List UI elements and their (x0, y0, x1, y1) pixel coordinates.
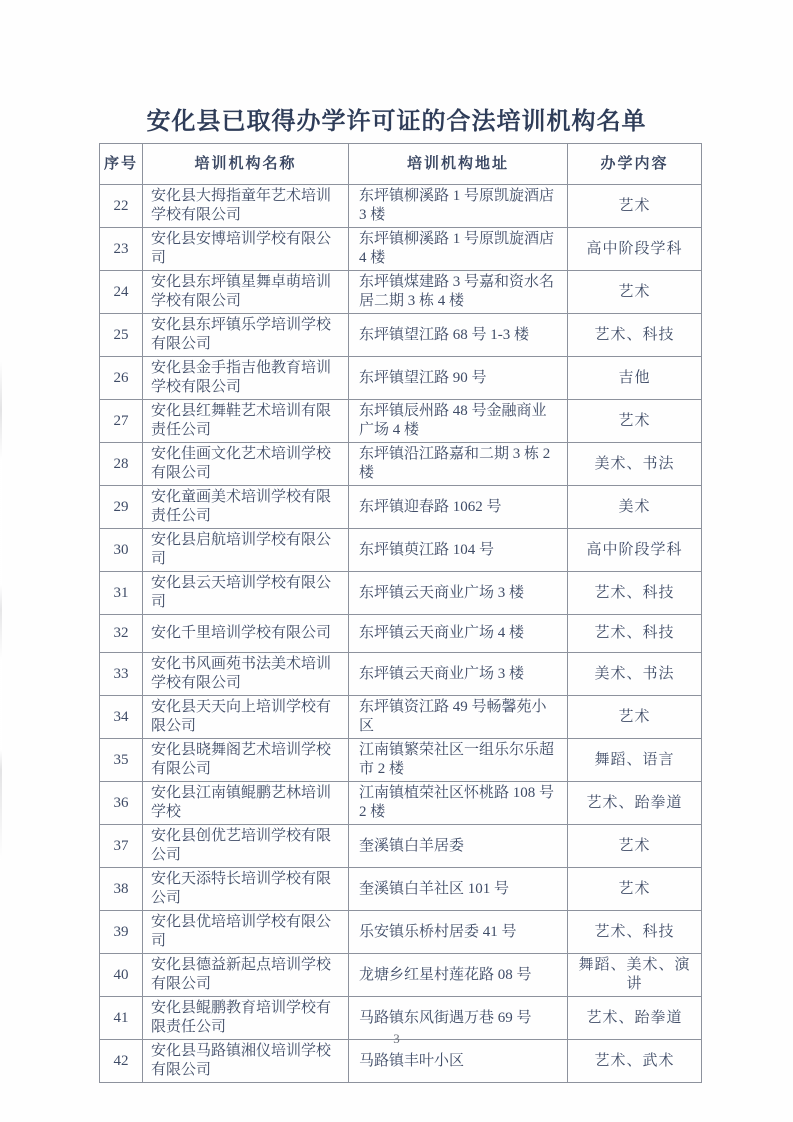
cell-address: 东坪镇柳溪路 1 号原凯旋酒店 3 楼 (349, 185, 568, 228)
cell-no: 33 (100, 653, 143, 696)
cell-no: 26 (100, 357, 143, 400)
table-row (100, 696, 702, 739)
table-row (100, 529, 702, 572)
cell-name: 安化县优培培训学校有限公司 (143, 911, 349, 954)
cell-name: 安化县启航培训学校有限公司 (143, 529, 349, 572)
header-cell-address: 培训机构地址 (349, 144, 568, 185)
table-row (100, 271, 702, 314)
table-header-row (100, 144, 702, 185)
cell-address: 奎溪镇白羊居委 (349, 825, 568, 868)
cell-content: 美术、书法 (568, 443, 702, 486)
table-row (100, 486, 702, 529)
cell-name: 安化县云天培训学校有限公司 (143, 572, 349, 615)
table-row (100, 911, 702, 954)
cell-name: 安化童画美术培训学校有限责任公司 (143, 486, 349, 529)
cell-content: 艺术、科技 (568, 911, 702, 954)
table-row (100, 357, 702, 400)
table-row (100, 615, 702, 653)
cell-no: 35 (100, 739, 143, 782)
cell-address: 马路镇丰叶小区 (349, 1040, 568, 1083)
cell-content: 艺术 (568, 696, 702, 739)
cell-content: 艺术、科技 (568, 314, 702, 357)
cell-address: 东坪镇资江路 49 号畅馨苑小区 (349, 696, 568, 739)
cell-no: 36 (100, 782, 143, 825)
cell-name: 安化书风画苑书法美术培训学校有限公司 (143, 653, 349, 696)
cell-address: 东坪镇煤建路 3 号嘉和资水名居二期 3 栋 4 楼 (349, 271, 568, 314)
cell-no: 27 (100, 400, 143, 443)
scan-edge-artifact (0, 360, 2, 860)
cell-no: 40 (100, 954, 143, 997)
cell-address: 东坪镇云天商业广场 4 楼 (349, 615, 568, 653)
cell-content: 艺术、跆拳道 (568, 997, 702, 1040)
cell-address: 东坪镇辰州路 48 号金融商业广场 4 楼 (349, 400, 568, 443)
cell-content: 舞蹈、美术、演讲 (568, 954, 702, 997)
cell-content: 艺术 (568, 271, 702, 314)
table-row (100, 572, 702, 615)
cell-no: 30 (100, 529, 143, 572)
cell-name: 安化县大拇指童年艺术培训学校有限公司 (143, 185, 349, 228)
cell-name: 安化县江南镇鲲鹏艺林培训学校 (143, 782, 349, 825)
cell-no: 31 (100, 572, 143, 615)
header-cell-name: 培训机构名称 (143, 144, 349, 185)
table-row (100, 653, 702, 696)
cell-name: 安化佳画文化艺术培训学校有限公司 (143, 443, 349, 486)
cell-no: 32 (100, 615, 143, 653)
cell-no: 41 (100, 997, 143, 1040)
cell-name: 安化县晓舞阁艺术培训学校有限公司 (143, 739, 349, 782)
cell-name: 安化县东坪镇星舞卓萌培训学校有限公司 (143, 271, 349, 314)
cell-name: 安化县马路镇湘仪培训学校有限公司 (143, 1040, 349, 1083)
cell-name: 安化县天天向上培训学校有限公司 (143, 696, 349, 739)
cell-content: 高中阶段学科 (568, 529, 702, 572)
cell-no: 28 (100, 443, 143, 486)
cell-address: 东坪镇迎春路 1062 号 (349, 486, 568, 529)
cell-address: 东坪镇云天商业广场 3 楼 (349, 572, 568, 615)
table-row (100, 400, 702, 443)
cell-content: 美术、书法 (568, 653, 702, 696)
cell-content: 艺术 (568, 825, 702, 868)
table-row (100, 825, 702, 868)
cell-no: 34 (100, 696, 143, 739)
table-header (100, 144, 702, 185)
cell-address: 东坪镇沿江路嘉和二期 3 栋 2 楼 (349, 443, 568, 486)
cell-name: 安化县创优艺培训学校有限公司 (143, 825, 349, 868)
cell-address: 东坪镇望江路 68 号 1-3 楼 (349, 314, 568, 357)
table-row (100, 739, 702, 782)
cell-no: 24 (100, 271, 143, 314)
cell-address: 江南镇繁荣社区一组乐尔乐超市 2 楼 (349, 739, 568, 782)
cell-address: 东坪镇云天商业广场 3 楼 (349, 653, 568, 696)
cell-content: 高中阶段学科 (568, 228, 702, 271)
cell-name: 安化县红舞鞋艺术培训有限责任公司 (143, 400, 349, 443)
cell-name: 安化县安博培训学校有限公司 (143, 228, 349, 271)
table-row (100, 782, 702, 825)
table-row (100, 868, 702, 911)
cell-content: 美术 (568, 486, 702, 529)
table-body (100, 185, 702, 1083)
cell-content: 艺术 (568, 400, 702, 443)
cell-name: 安化千里培训学校有限公司 (143, 615, 349, 653)
table-row (100, 228, 702, 271)
cell-address: 乐安镇乐桥村居委 41 号 (349, 911, 568, 954)
cell-content: 艺术 (568, 185, 702, 228)
table-row (100, 314, 702, 357)
cell-address: 东坪镇柳溪路 1 号原凯旋酒店 4 楼 (349, 228, 568, 271)
cell-no: 38 (100, 868, 143, 911)
table-row (100, 954, 702, 997)
cell-address: 马路镇东风街遇万巷 69 号 (349, 997, 568, 1040)
cell-name: 安化县东坪镇乐学培训学校有限公司 (143, 314, 349, 357)
cell-no: 25 (100, 314, 143, 357)
cell-content: 艺术、武术 (568, 1040, 702, 1083)
cell-content: 艺术、科技 (568, 572, 702, 615)
cell-content: 艺术、科技 (568, 615, 702, 653)
cell-no: 39 (100, 911, 143, 954)
cell-content: 艺术、跆拳道 (568, 782, 702, 825)
cell-content: 艺术 (568, 868, 702, 911)
cell-address: 奎溪镇白羊社区 101 号 (349, 868, 568, 911)
cell-no: 29 (100, 486, 143, 529)
cell-address: 江南镇植荣社区怀桃路 108 号 2 楼 (349, 782, 568, 825)
cell-name: 安化县德益新起点培训学校有限公司 (143, 954, 349, 997)
page-number: 3 (393, 1031, 400, 1046)
cell-name: 安化县金手指吉他教育培训学校有限公司 (143, 357, 349, 400)
page-title: 安化县已取得办学许可证的合法培训机构名单 (146, 109, 647, 135)
cell-no: 23 (100, 228, 143, 271)
header-cell-content: 办学内容 (568, 144, 702, 185)
table-row (100, 185, 702, 228)
cell-name: 安化县鲲鹏教育培训学校有限责任公司 (143, 997, 349, 1040)
header-cell-no: 序号 (100, 144, 143, 185)
cell-no: 22 (100, 185, 143, 228)
cell-address: 龙塘乡红星村莲花路 08 号 (349, 954, 568, 997)
cell-address: 东坪镇望江路 90 号 (349, 357, 568, 400)
cell-address: 东坪镇萸江路 104 号 (349, 529, 568, 572)
cell-no: 37 (100, 825, 143, 868)
cell-name: 安化天添特长培训学校有限公司 (143, 868, 349, 911)
cell-no: 42 (100, 1040, 143, 1083)
training-institutions-table (99, 143, 702, 1083)
cell-content: 吉他 (568, 357, 702, 400)
cell-content: 舞蹈、语言 (568, 739, 702, 782)
table-row (100, 443, 702, 486)
